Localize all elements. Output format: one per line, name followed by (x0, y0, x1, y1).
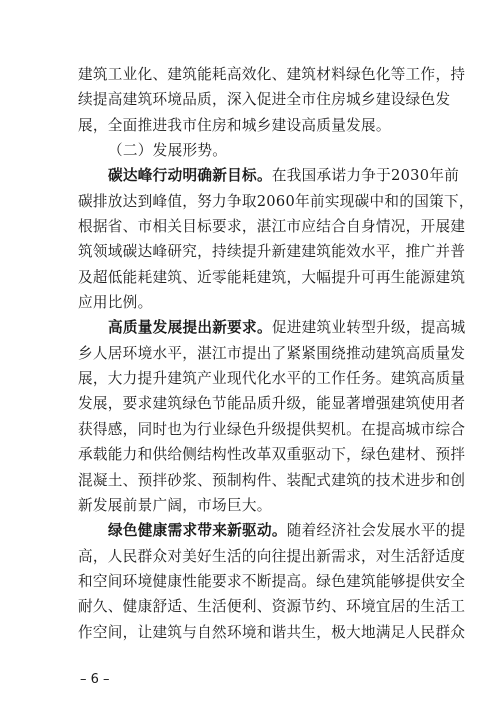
paragraph-lead: 碳达峰行动明确新目标。 (108, 167, 272, 185)
text-line: 及超低能耗建筑、近零能耗建筑，大幅提升可再生能源建筑 (78, 268, 466, 286)
text-line: 混凝土、预拌砂浆、预制构件、装配式建筑的技术进步和创 (78, 471, 466, 489)
text-line: 新发展前景广阔，市场巨大。 (78, 496, 272, 514)
text-line: 展，全面推进我市住房和城乡建设高质量发展。 (78, 116, 391, 134)
paragraph-lead: 高质量发展提出新要求。 (108, 319, 272, 337)
paragraph-first-line (78, 518, 466, 543)
page-number: – 6 – (80, 672, 110, 687)
paragraph-first-line (78, 163, 460, 188)
text-line: 作空间，让建筑与自然环境和谐共生，极大地满足人民群众 (78, 623, 466, 641)
text-line: 应用比例。 (78, 294, 153, 312)
text-line: 筑领域碳达峰研究，持续提升新建建筑能效水平，推广并普 (78, 243, 466, 261)
paragraph-first-line (78, 315, 466, 340)
text-line: 续提高建筑环境品质，深入促进全市住房城乡建设绿色发 (78, 91, 451, 109)
paragraph-lead: 绿色健康需求带来新驱动。 (108, 522, 287, 540)
section-heading: （二）发展形势。 (108, 142, 228, 160)
text-line: 乡人居环境水平，湛江市提出了紧紧围绕推动建筑高质量发 (78, 344, 466, 362)
text-span: 促进建筑业转型升级，提高城 (271, 319, 466, 337)
document-body (78, 62, 474, 645)
text-span: 在我国承诺力争于2030年前 (271, 167, 460, 185)
text-line: 承载能力和供给侧结构性改革双重驱动下，绿色建材、预拌 (78, 446, 466, 464)
text-line: 获得感，同时也为行业绿色升级提供契机。在提高城市综合 (78, 420, 466, 438)
text-line: 高，人民群众对美好生活的向往提出新需求，对生活舒适度 (78, 547, 466, 565)
text-line: 建筑工业化、建筑能耗高效化、建筑材料绿色化等工作，持 (78, 66, 466, 83)
text-span: 随着经济社会发展水平的提 (286, 522, 466, 540)
text-line: 根据省、市相关目标要求，湛江市应结合自身情况，开展建 (78, 218, 466, 236)
text-line: 和空间环境健康性能要求不断提高。绿色建筑能够提供安全 (78, 572, 466, 590)
text-line: 发展，要求建筑绿色节能品质升级，能显著增强建筑使用者 (78, 395, 466, 413)
text-line: 展，大力提升建筑产业现代化水平的工作任务。建筑高质量 (78, 370, 466, 388)
text-line: 耐久、健康舒适、生活便利、资源节约、环境宜居的生活工 (78, 598, 466, 616)
text-line: 碳排放达到峰值，努力争取2060年前实现碳中和的国策下， (78, 192, 474, 210)
